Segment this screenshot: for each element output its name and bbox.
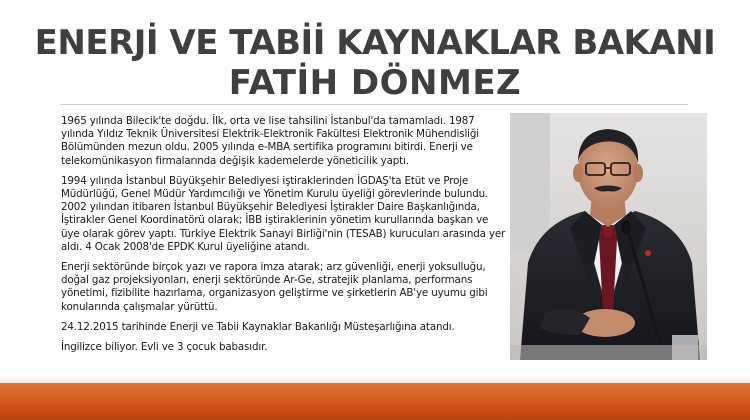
biography-text [61, 115, 508, 361]
bottom-accent-band [0, 383, 750, 420]
slide-title: ENERJİ VE TABİİ KAYNAKLAR BAKANI [34, 23, 716, 63]
bottom-band-shadow [0, 376, 750, 383]
bio-paragraph-1: 1965 yılında Bilecik'te doğdu. İlk, orta ve lise tahsilini İstanbul'da tamamladı. 1987 yılında Yıldız Teknik Üniversitesi Elektrik-Elektronik Fakültesi Elektronik Mühendisliği Bölümünden mezun oldu. 2005 yılında e-MBA sertifika programını bitirdi. Enerji ve telekomünikasyon firmalarında değişik kademelerde yöneticilik yaptı. [61, 115, 479, 167]
portrait-photo [510, 113, 707, 360]
bio-paragraph-5: İngilizce biliyor. Evli ve 3 çocuk babasıdır. [61, 341, 268, 354]
bio-paragraph-2: 1994 yılında İstanbul Büyükşehir Belediyesi iştiraklerinden İGDAŞ'ta Etüt ve Proje Müdürlüğü, Genel Müdür Yardımcılığı ve Yönetim Kurulu üyeliği görevlerinde bulundu. 2002 yılından itibaren İstanbul Büyükşehir Belediyesi İştirakler Daire Başkanlığında, İştirakler Genel Koordinatörü olarak; İBB iştiraklerinin yönetim kurullarında başkan ve üye olarak görev yaptı. Türkiye Elektrik Sanayi Birliği'nin (TESAB) kurucuları arasında yer aldı. 4 Ocak 2008'de EPDK Kurul üyeliğine atandı. [61, 174, 506, 253]
title-divider [60, 104, 688, 105]
portrait-illustration [510, 113, 707, 360]
bio-paragraph-4: 24.12.2015 tarihinde Enerji ve Tabii Kaynaklar Bakanlığı Müsteşarlığına atandı. [61, 320, 455, 333]
slide-subtitle-name: FATİH DÖNMEZ [228, 63, 522, 103]
bio-paragraph-3: Enerji sektöründe birçok yazı ve rapora imza atarak; arz güvenliği, enerji yoksulluğu, doğal gaz projeksiyonları, enerji sektöründe Ar-Ge, stratejik planlama, performans yönetimi, fizibilite hazırlama, organizasyon geliştirme ve şirketlerin AB'ye uyumu gibi konularında çalışmalar yürüttü. [61, 261, 488, 313]
